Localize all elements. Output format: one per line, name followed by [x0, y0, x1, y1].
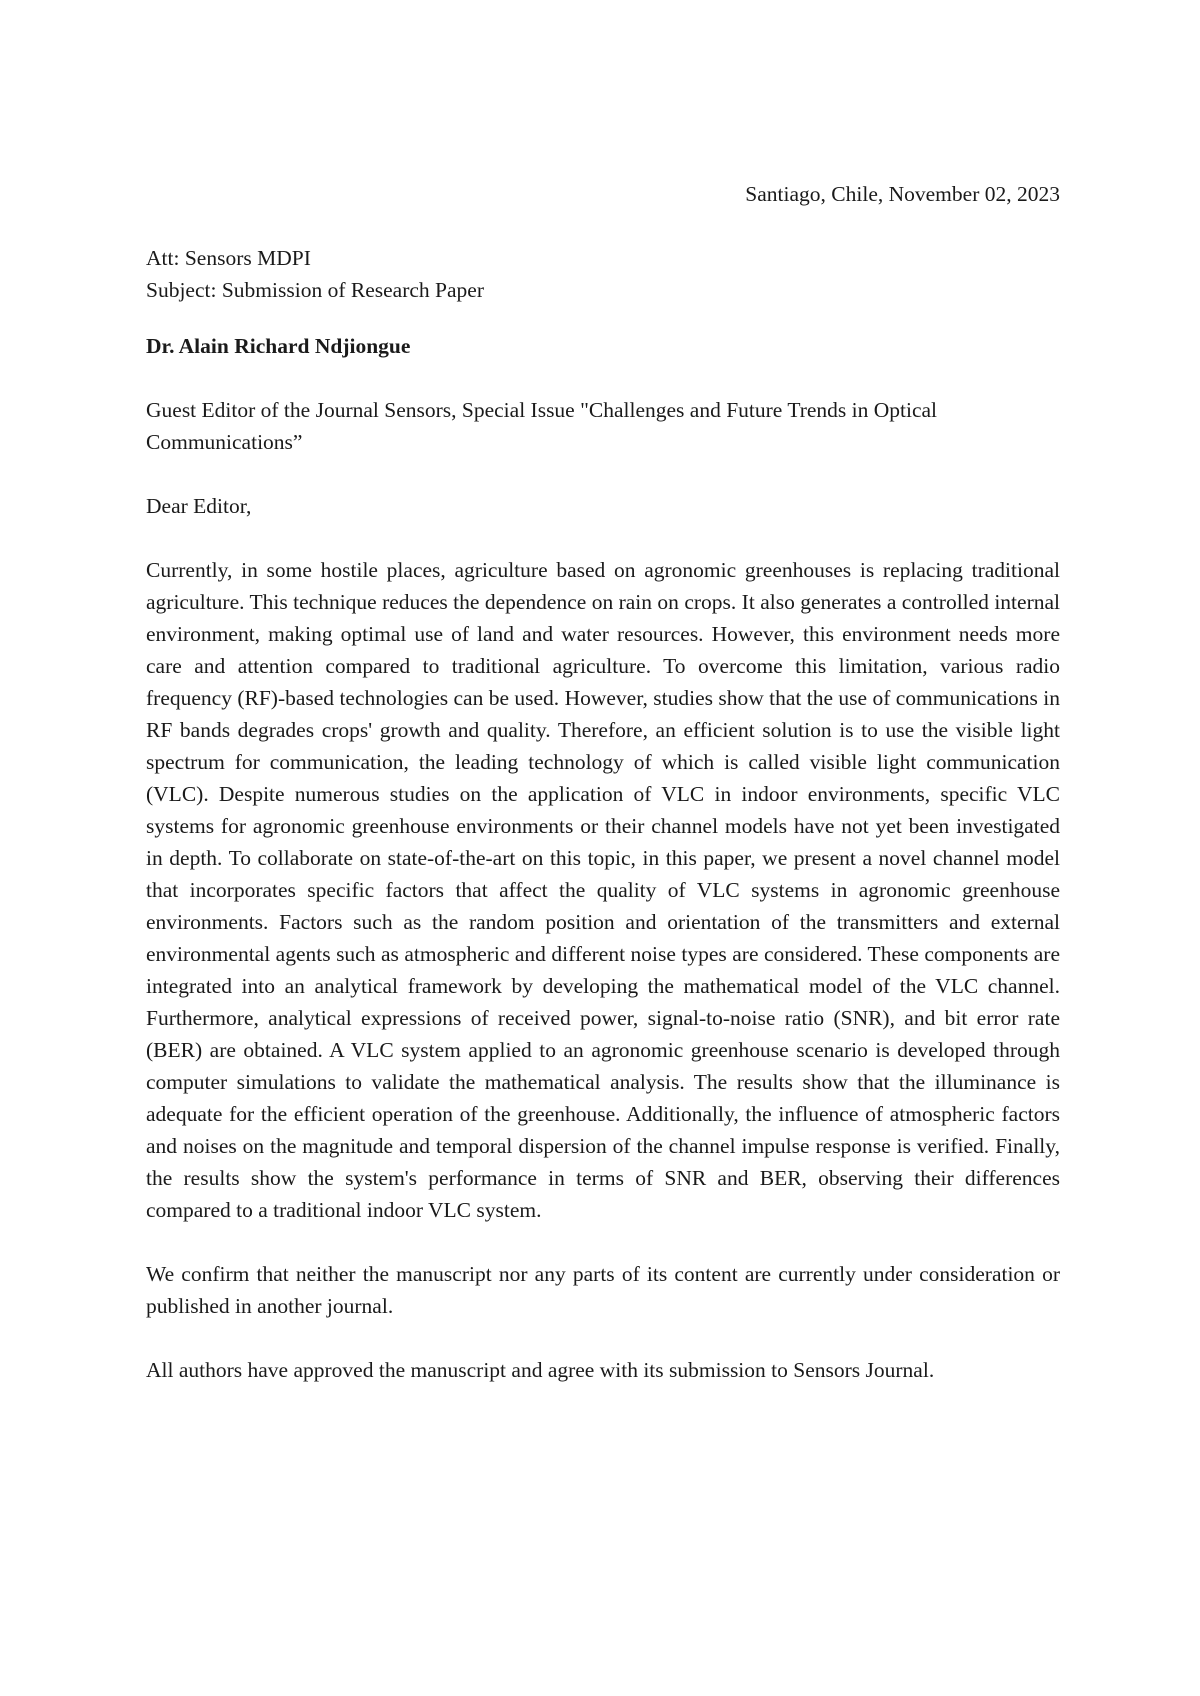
body-paragraph-approval: All authors have approved the manuscript and agree with its submission to Sensors Journal.: [146, 1358, 935, 1382]
recipient-name: Dr. Alain Richard Ndjiongue: [146, 334, 411, 358]
salutation: Dear Editor,: [146, 494, 252, 518]
letter-body: [146, 554, 1060, 1418]
att-line: Att: Sensors MDPI: [146, 246, 311, 270]
addressee-block: [146, 242, 484, 306]
body-paragraph-abstract: Currently, in some hostile places, agriculture based on agronomic greenhouses is replacing traditional agriculture. This technique reduces the dependence on rain on crops. It also generates a controlled internal environment, making optimal use of land and water resources. However, this environment needs more care and attention compared to traditional agriculture. To overcome this limitation, various radio frequency (RF)-based technologies can be used. However, studies show that the use of communications in RF bands degrades crops' growth and quality. Therefore, an efficient solution is to use the visible light spectrum for communication, the leading technology of which is called visible light communication (VLC). Despite numerous studies on the application of VLC in indoor environments, specific VLC systems for agronomic greenhouse environments or their channel models have not yet been investigated in depth. To collaborate on state-of-the-art on this topic, in this paper, we present a novel channel model that incorporates specific factors that affect the quality of VLC systems in agronomic greenhouse environments. Factors such as the random position and orientation of the transmitters and external environmental agents such as atmospheric and different noise types are considered. These components are integrated into an analytical framework by developing the mathematical model of the VLC channel. Furthermore, analytical expressions of received power, signal-to-noise ratio (SNR), and bit error rate (BER) are obtained. A VLC system applied to an agronomic greenhouse scenario is developed through computer simulations to validate the mathematical analysis. The results show that the illuminance is adequate for the efficient operation of the greenhouse. Additionally, the influence of atmospheric factors and noises on the magnitude and temporal dispersion of the channel impulse response is verified. Finally, the results show the system's performance in terms of SNR and BER, observing their differences compared to a traditional indoor VLC system.: [146, 558, 1060, 1222]
letter-date: Santiago, Chile, November 02, 2023: [745, 182, 1060, 206]
body-paragraph-confirmation: We confirm that neither the manuscript nor any parts of its content are currently under consideration or published in another journal.: [146, 1262, 1060, 1318]
recipient-role: Guest Editor of the Journal Sensors, Special Issue "Challenges and Future Trends in Optical Communications”: [146, 398, 938, 454]
subject-line: Subject: Submission of Research Paper: [146, 278, 484, 302]
